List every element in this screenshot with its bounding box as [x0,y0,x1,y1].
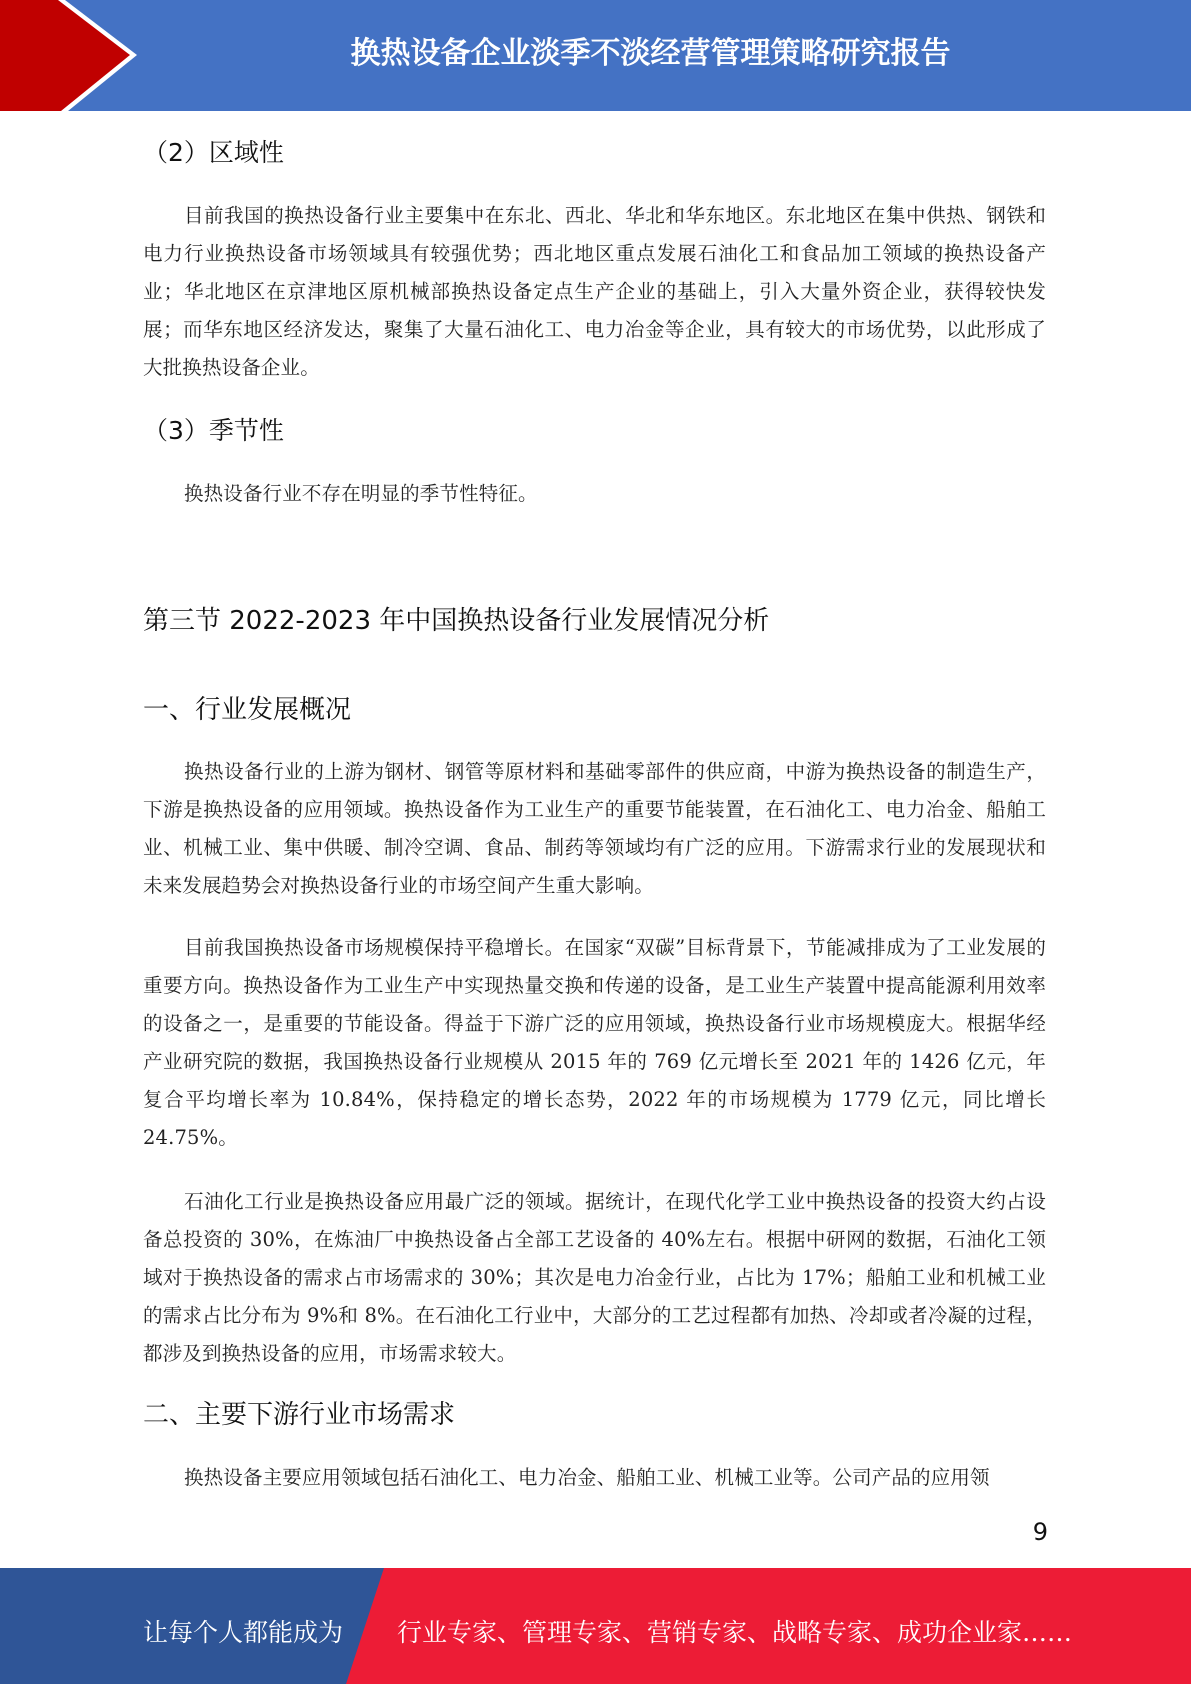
paragraph-downstream: 换热设备主要应用领域包括石油化工、电力冶金、船舶工业、机械工业等。公司产品的应用领 [184,1466,990,1489]
heading-regional: （2）区域性 [143,138,284,167]
footer-slogan-left: 让每个人都能成为 [143,1618,344,1647]
paragraph-overview-1: 换热设备行业的上游为钢材、钢管等原材料和基础零部件的供应商，中游为换热设备的制造生产，下游是换热设备的应用领域。换热设备作为工业生产的重要节能装置，在石油化工、电力冶金、船舶工业、机械工业、集中供暖、制冷空调、食品、制药等领域均有广泛的应用。下游需求行业的发展现状和未来发展趋势会对换热设备行业的市场空间产生重大影响。 [143,760,1046,897]
page-number: 9 [1032,1518,1048,1546]
paragraph-overview-3: 石油化工行业是换热设备应用最广泛的领域。据统计，在现代化学工业中换热设备的投资大约占设备总投资的 30%，在炼油厂中换热设备占全部工艺设备的 40%左右。根据中研网的数据，石油化工领域对于换热设备的需求占市场需求的 30%；其次是电力冶金行业，占比为 17%；船舶工业和机械工业的需求占比分布为 9%和 8%。在石油化工行业中，大部分的工艺过程都有加热、冷却或者冷凝的过程，都涉及到换热设备的应用，市场需求较大。 [143,1190,1046,1365]
report-title: 换热设备企业淡季不淡经营管理策略研究报告 [350,36,951,71]
heading-downstream: 二、主要下游行业市场需求 [143,1400,456,1430]
chevron-fill [0,0,130,111]
header-banner [0,0,1191,111]
heading-overview: 一、行业发展概况 [143,695,352,725]
paragraph-regional: 目前我国的换热设备行业主要集中在东北、西北、华北和华东地区。东北地区在集中供热、钢铁和电力行业换热设备市场领域具有较强优势；西北地区重点发展石油化工和食品加工领域的换热设备产业；华北地区在京津地区原机械部换热设备定点生产企业的基础上，引入大量外资企业，获得较快发展；而华东地区经济发达，聚集了大量石油化工、电力冶金等企业，具有较大的市场优势，以此形成了大批换热设备企业。 [143,204,1046,379]
paragraph-overview-2: 目前我国换热设备市场规模保持平稳增长。在国家“双碳”目标背景下，节能减排成为了工业发展的重要方向。换热设备作为工业生产中实现热量交换和传递的设备，是工业生产装置中提高能源利用效率的设备之一，是重要的节能设备。得益于下游广泛的应用领域，换热设备行业市场规模庞大。根据华经产业研究院的数据，我国换热设备行业规模从 2015 年的 769 亿元增长至 2021 年的 1426 亿元，年复合平均增长率为 10.84%，保持稳定的增长态势，2022 年的市场规模为 1779 亿元，同比增长 24.75%。 [143,936,1046,1149]
footer-banner [0,1568,1191,1684]
footer-slogan-right: 行业专家、管理专家、营销专家、战略专家、成功企业家…… [397,1618,1073,1647]
paragraph-seasonal: 换热设备行业不存在明显的季节性特征。 [184,482,538,505]
chapter-heading: 第三节 2022-2023 年中国换热设备行业发展情况分析 [143,606,770,636]
heading-seasonal: （3）季节性 [143,416,284,445]
